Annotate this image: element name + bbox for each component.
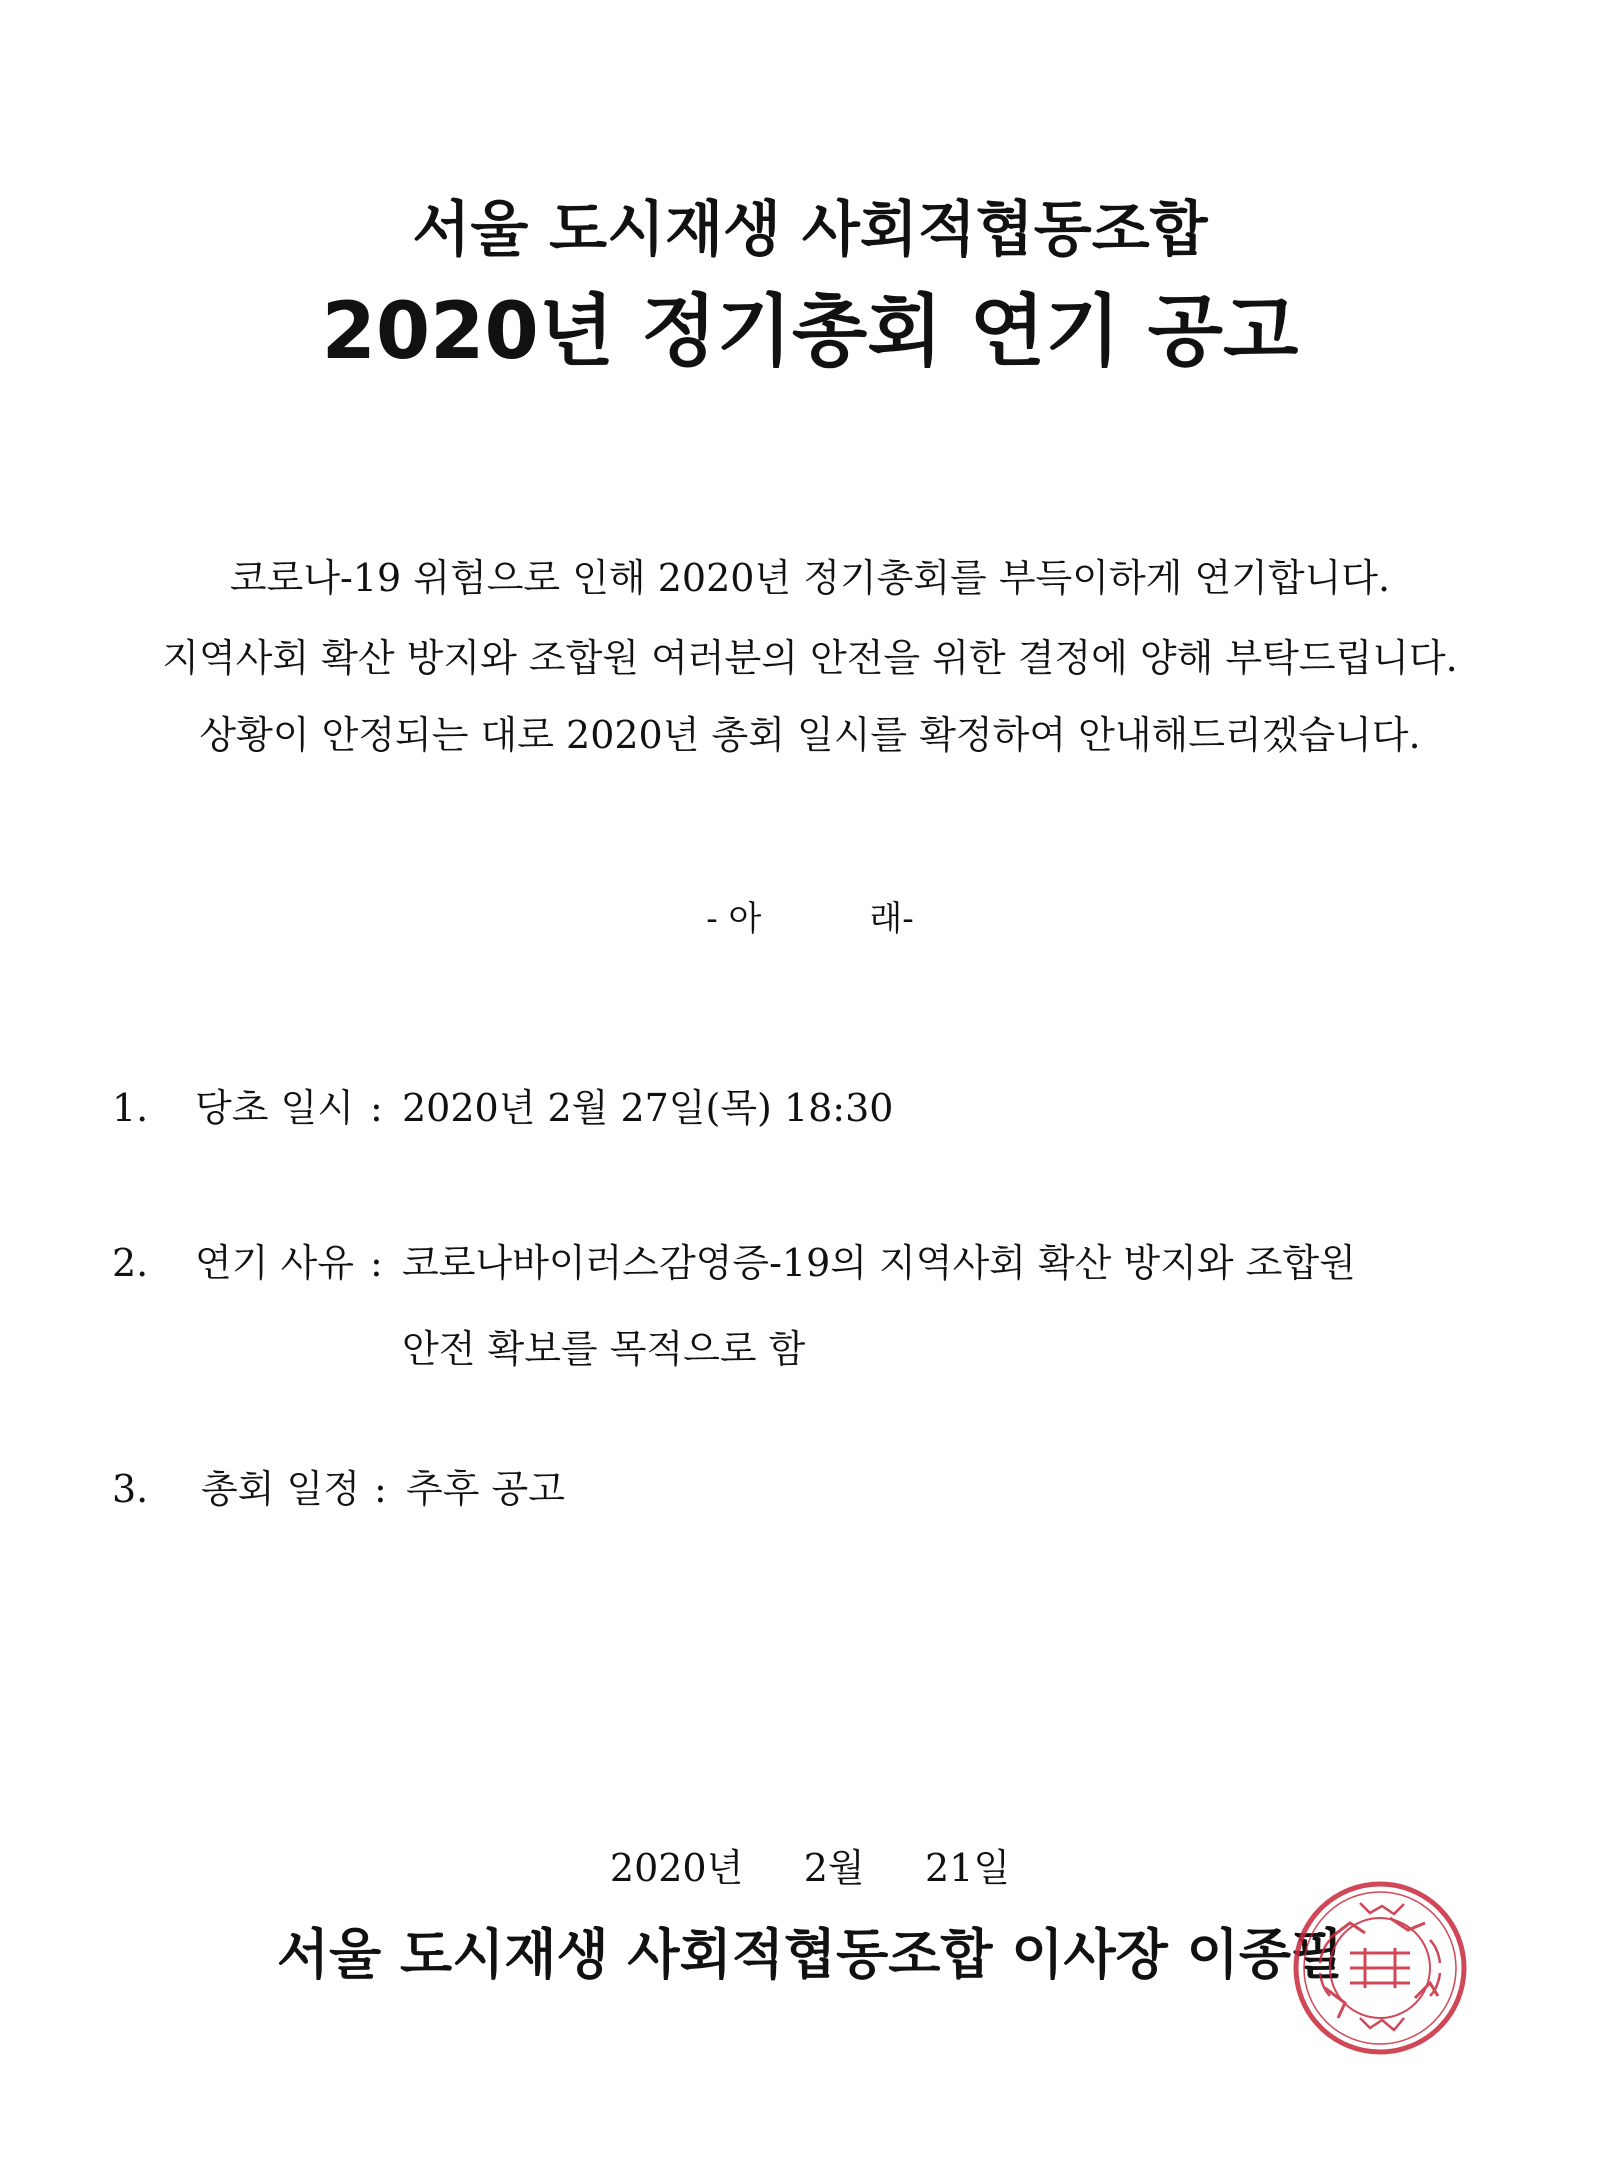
title-organization: 서울 도시재생 사회적협동조합 (412, 195, 1208, 265)
item-label: 총회 일정 (201, 1467, 360, 1511)
item-colon: : (370, 1086, 383, 1130)
item-number: 2. (112, 1241, 149, 1285)
item-label: 당초 일시 (195, 1086, 354, 1130)
date-day: 21일 (925, 1846, 1011, 1890)
item-value: 2020년 2월 27일(목) 18:30 (402, 1086, 894, 1130)
date-month: 2월 (803, 1846, 865, 1890)
item-colon: : (374, 1467, 387, 1511)
item-number: 1. (112, 1086, 149, 1130)
item-colon: : (370, 1241, 383, 1285)
item-value: 코로나바이러스감영증-19의 지역사회 확산 방지와 조합원 (402, 1241, 1356, 1285)
official-seal-icon (1290, 1878, 1470, 2058)
body-line-3: 상황이 안정되는 대로 2020년 총회 일시를 확정하여 안내해드리겠습니다. (199, 713, 1421, 757)
item-value-continued: 안전 확보를 목적으로 함 (402, 1327, 806, 1371)
body-line-2: 지역사회 확산 방지와 조합원 여러분의 안전을 위한 결정에 양해 부탁드립니다. (162, 636, 1458, 680)
notice-mark: - 아 래- (706, 899, 914, 939)
item-label: 연기 사유 (195, 1241, 354, 1285)
item-number: 3. (112, 1467, 149, 1511)
date-year: 2020년 (609, 1846, 744, 1890)
signer-name: 서울 도시재생 사회적협동조합 이사장 이종필 (276, 1923, 1344, 1986)
item-value: 추후 공고 (406, 1467, 565, 1511)
title-notice: 2020년 정기총회 연기 공고 (321, 287, 1299, 377)
body-line-1: 코로나-19 위험으로 인해 2020년 정기총회를 부득이하게 연기합니다. (229, 556, 1391, 600)
